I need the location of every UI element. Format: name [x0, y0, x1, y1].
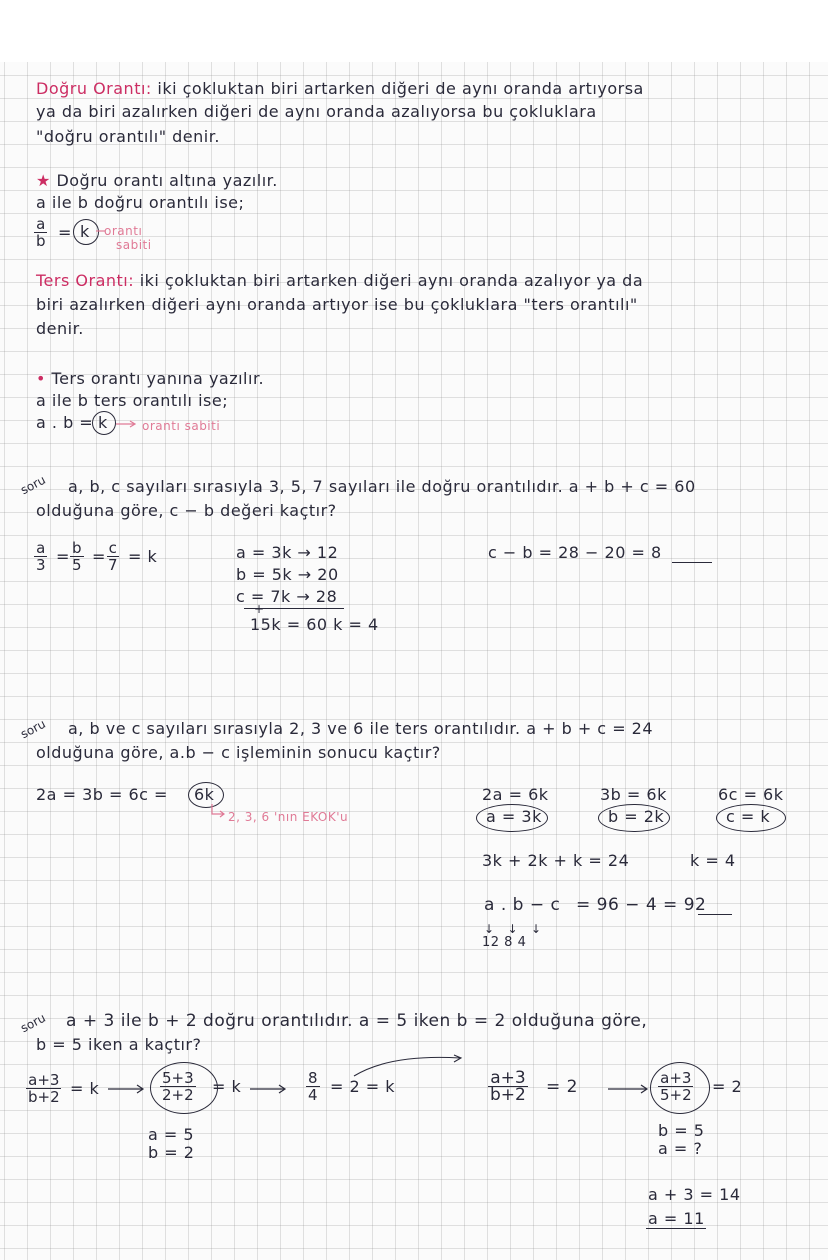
problem2-expression: a . b − c	[484, 895, 561, 915]
problem3-frac-3-num: 8	[308, 1069, 318, 1087]
problem1-frac-c	[106, 540, 120, 573]
problem2-ekok-arrow-icon	[210, 804, 226, 820]
problem1-b-line: b = 5k → 20	[236, 565, 339, 584]
problem3-b5: b = 5	[658, 1121, 705, 1140]
ters-note-1	[36, 370, 264, 388]
problem1-eq-2: =	[92, 547, 106, 566]
problem1-eq-1: =	[56, 547, 70, 566]
problem3-frac-3	[306, 1070, 320, 1103]
problem2-answer-underline	[698, 914, 732, 915]
dogru-k-label-2: sabiti	[116, 238, 152, 252]
problem2-result-b: b = 2k	[608, 807, 665, 826]
dogru-definition-line-1	[36, 80, 644, 98]
problem1-question-1: a, b, c sayıları sırasıyla 3, 5, 7 sayıları ile doğru orantılıdır. a + b + c = 60	[68, 477, 696, 496]
problem1-frac-c-num: c	[108, 539, 117, 557]
dogru-note-1-text: Doğru orantı altına yazılır.	[56, 171, 278, 190]
ters-k-arrow-icon	[116, 420, 138, 428]
ters-text-3: denir.	[36, 319, 84, 338]
problem2-result: = 96 − 4 = 92	[576, 895, 707, 915]
ters-note-2: a ile b ters orantılı ise;	[36, 391, 229, 410]
problem3-eq-2: = 2	[546, 1077, 578, 1097]
problem3-answer-underline	[646, 1228, 706, 1229]
problem3-frac-5-den: 5+2	[660, 1086, 692, 1104]
problem3-two-k: = 2 = k	[330, 1077, 396, 1096]
problem1-eq-k: = k	[128, 547, 158, 566]
problem2-k: k = 4	[690, 851, 736, 870]
problem1-c-line: c = 7k → 28	[236, 587, 338, 606]
problem2-step-a: 2a = 6k	[482, 785, 549, 804]
dogru-text-1: iki çokluktan biri artarken diğeri de aynı oranda artıyorsa	[157, 79, 644, 98]
ters-text-1: iki çokluktan biri artarken diğeri aynı oranda azalıyor ya da	[139, 271, 644, 290]
problem2-question-2: olduğuna göre, a.b − c işleminin sonucu kaçtır?	[36, 743, 441, 762]
problem2-step-b: 3b = 6k	[600, 785, 667, 804]
problem3-arrow-3-icon	[608, 1084, 652, 1094]
problem3-arrow-2-icon	[250, 1084, 290, 1094]
problem3-step-1: a + 3 = 14	[648, 1185, 741, 1204]
problem3-arrow-1-icon	[108, 1084, 148, 1094]
dogru-frac-num: a	[36, 215, 46, 233]
dogru-equals: =	[58, 223, 72, 242]
problem3-frac-4-den: b+2	[490, 1085, 526, 1105]
bullet-dot-icon: •	[36, 369, 46, 388]
problem2-result-a: a = 3k	[486, 807, 542, 826]
problem3-frac-5-num: a+3	[660, 1069, 692, 1087]
dogru-note-2: a ile b doğru orantılı ise;	[36, 193, 245, 212]
problem3-step-2: a = 11	[648, 1209, 705, 1228]
problem3-frac-2-num: 5+3	[162, 1069, 194, 1087]
problem2-result-c: c = k	[726, 807, 771, 826]
dogru-fraction	[34, 216, 48, 249]
problem3-k-1: = k	[70, 1079, 100, 1098]
dogru-text-2: ya da biri azalırken diğeri de aynı oranda azalıyorsa bu çokluklara	[36, 102, 597, 121]
problem3-frac-5-circle	[650, 1062, 710, 1114]
problem1-sum: 15k = 60 k = 4	[250, 615, 379, 634]
problem3-k-2: = k	[212, 1077, 242, 1096]
problem2-values: 12 8 4	[482, 935, 527, 950]
problem2-ekok-note: 2, 3, 6 'nın EKOK'u	[228, 810, 349, 824]
problem2-soru-label: soru	[18, 716, 48, 742]
problem3-a-question: a = ?	[658, 1139, 703, 1158]
problem1-frac-c-den: 7	[108, 556, 118, 574]
dogru-text-3: "doğru orantılı" denir.	[36, 127, 220, 146]
dogru-note-1	[36, 172, 278, 190]
dogru-k: k	[80, 222, 90, 241]
page-top-margin	[0, 0, 828, 62]
problem3-frac-3-den: 4	[308, 1086, 318, 1104]
problem1-question-2: olduğuna göre, c − b değeri kaçtır?	[36, 501, 337, 520]
problem3-eq-3: = 2	[712, 1077, 743, 1096]
ters-text-2: biri azalırken diğeri aynı oranda artıyor ise bu çokluklara "ters orantılı"	[36, 295, 638, 314]
dogru-frac-den: b	[36, 232, 46, 250]
problem3-given-b: b = 2	[148, 1143, 195, 1162]
problem2-step-c: 6c = 6k	[718, 785, 784, 804]
problem1-soru-label: soru	[18, 472, 48, 498]
problem3-frac-1-den: b+2	[28, 1088, 60, 1106]
problem2-question-1: a, b ve c sayıları sırasıyla 2, 3 ve 6 ile ters orantılıdır. a + b + c = 24	[68, 719, 654, 738]
problem1-frac-a-den: 3	[36, 556, 46, 574]
ters-note-1-text: Ters orantı yanına yazılır.	[51, 369, 265, 388]
problem3-frac-1-num: a+3	[28, 1071, 60, 1089]
dogru-title: Doğru Orantı:	[36, 79, 152, 98]
problem3-given-a: a = 5	[148, 1125, 195, 1144]
problem1-plus: +	[254, 602, 265, 616]
problem3-carry-arrow-icon	[350, 1054, 470, 1078]
problem1-frac-a	[34, 540, 48, 573]
problem3-frac-4	[488, 1070, 528, 1103]
dogru-k-arrow-icon	[96, 228, 106, 234]
problem2-eq-line: 2a = 3b = 6c =	[36, 785, 168, 804]
ters-k-label: orantı sabiti	[142, 419, 221, 433]
problem1-frac-b-den: 5	[72, 556, 82, 574]
ters-eq: a . b =	[36, 413, 94, 432]
problem2-sum: 3k + 2k + k = 24	[482, 851, 630, 870]
problem2-6k: 6k	[194, 785, 215, 804]
problem1-frac-b	[70, 540, 84, 573]
problem3-frac-4-num: a+3	[490, 1068, 526, 1088]
problem3-soru-label: soru	[18, 1010, 48, 1036]
problem3-question-1: a + 3 ile b + 2 doğru orantılıdır. a = 5 iken b = 2 olduğuna göre,	[66, 1011, 648, 1031]
ters-definition-line-1	[36, 272, 643, 290]
problem1-frac-a-num: a	[36, 539, 46, 557]
problem3-frac-2-circle	[150, 1062, 218, 1114]
problem3-question-2: b = 5 iken a kaçtır?	[36, 1035, 202, 1054]
problem1-a-line: a = 3k → 12	[236, 543, 339, 562]
problem3-frac-2-den: 2+2	[162, 1086, 194, 1104]
problem2-arrows: ↓ ↓ ↓	[484, 922, 542, 936]
problem1-answer-underline	[672, 562, 712, 563]
problem1-frac-b-num: b	[72, 539, 82, 557]
ters-title: Ters Orantı:	[36, 271, 135, 290]
problem3-frac-1	[26, 1072, 62, 1105]
bullet-star-icon: ★	[36, 171, 51, 190]
problem1-sum-rule	[244, 608, 344, 609]
dogru-k-label-1: orantı	[104, 224, 143, 238]
ters-k: k	[98, 413, 108, 432]
problem1-answer: c − b = 28 − 20 = 8	[488, 543, 662, 562]
